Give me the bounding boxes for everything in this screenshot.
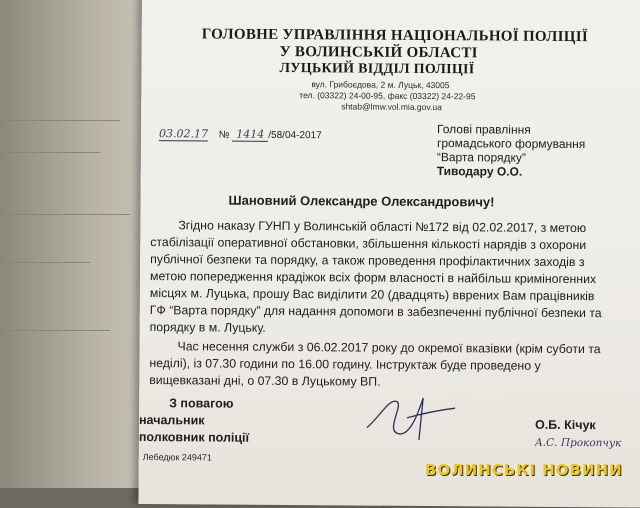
- closing-regards: З повагою: [169, 396, 234, 411]
- recipient-line-4: Тиводару О.О.: [436, 164, 523, 179]
- reference-line: [159, 127, 322, 142]
- closing-position-1: начальник: [138, 412, 205, 428]
- signatory-name: О.Б. Кічук: [534, 417, 596, 433]
- handwritten-name: А.С. Прокопчук: [534, 436, 622, 450]
- p1-line-7: порядку в м. Луцьку.: [149, 320, 266, 335]
- reference-number-label: №: [218, 129, 230, 141]
- header-line-2: У ВОЛИНСЬКІЙ ОБЛАСТІ: [279, 43, 478, 62]
- closing-position-2: полковник поліції: [138, 429, 250, 445]
- header-address: вул. Грибоєдова, 2 м. Луцьк, 43005: [311, 79, 450, 91]
- underlying-document: [0, 0, 150, 488]
- executor-note: Лебедюк 249471: [142, 452, 212, 463]
- letter-sheet: [138, 0, 640, 508]
- reference-suffix: /58/04-2017: [268, 129, 322, 142]
- p1-line-5: місцях м. Луцька, прошу Вас виділити 20 (двадцять) вврених Вам працівників: [149, 286, 595, 304]
- p1-line-2: стабілізації оперативної обстановки, збільшення кількості нарядів з охорони: [150, 235, 587, 253]
- p1-line-1: Згідно наказу ГУНП у Волинській області №172 від 02.02.2017, з метою: [178, 218, 587, 236]
- header-phones: тел. (03322) 24-00-95, факс (03322) 24-22-95: [299, 90, 476, 102]
- p2-line-2: неділі), із 07.30 години по 16.00 годину. Інструктаж буде проведено у: [149, 356, 541, 373]
- header-line-3: ЛУЦЬКИЙ ВІДДІЛ ПОЛІЦІЇ: [279, 60, 475, 78]
- reference-number: 1414: [232, 128, 268, 142]
- recipient-line-3: “Варта порядку”: [436, 150, 526, 165]
- header-email: shtab@lmw.vol.mia.gov.ua: [341, 101, 442, 113]
- p1-line-6: ГФ “Варта порядку” для надання допомоги в забезпеченні публічної безпеки та: [149, 303, 602, 321]
- signature-image: [359, 388, 459, 449]
- header-line-1: ГОЛОВНЕ УПРАВЛІННЯ НАЦІОНАЛЬНОЇ ПОЛІЦІЇ: [201, 26, 589, 46]
- p2-line-1: Час несення служби з 06.02.2017 року до окремої вказівки (крім суботи та: [177, 339, 601, 357]
- p1-line-4: метою попередження крадіжок всіх форм власності в найбільш криміногенних: [149, 269, 597, 287]
- recipient-line-2: громадського формування: [436, 136, 586, 152]
- salutation: Шановний Олександре Олександровичу!: [228, 192, 495, 210]
- recipient-line-1: Голові правління: [437, 122, 531, 137]
- p1-line-3: публічної безпеки та порядку, а також проведення профілактичних заходів з: [150, 252, 585, 270]
- reference-date: 03.02.17: [158, 127, 209, 141]
- watermark: ВОЛИНСЬКІ НОВИНИ: [425, 461, 623, 479]
- p2-line-3: вищевказані дні, о 07.30 в Луцькому ВП.: [149, 373, 381, 389]
